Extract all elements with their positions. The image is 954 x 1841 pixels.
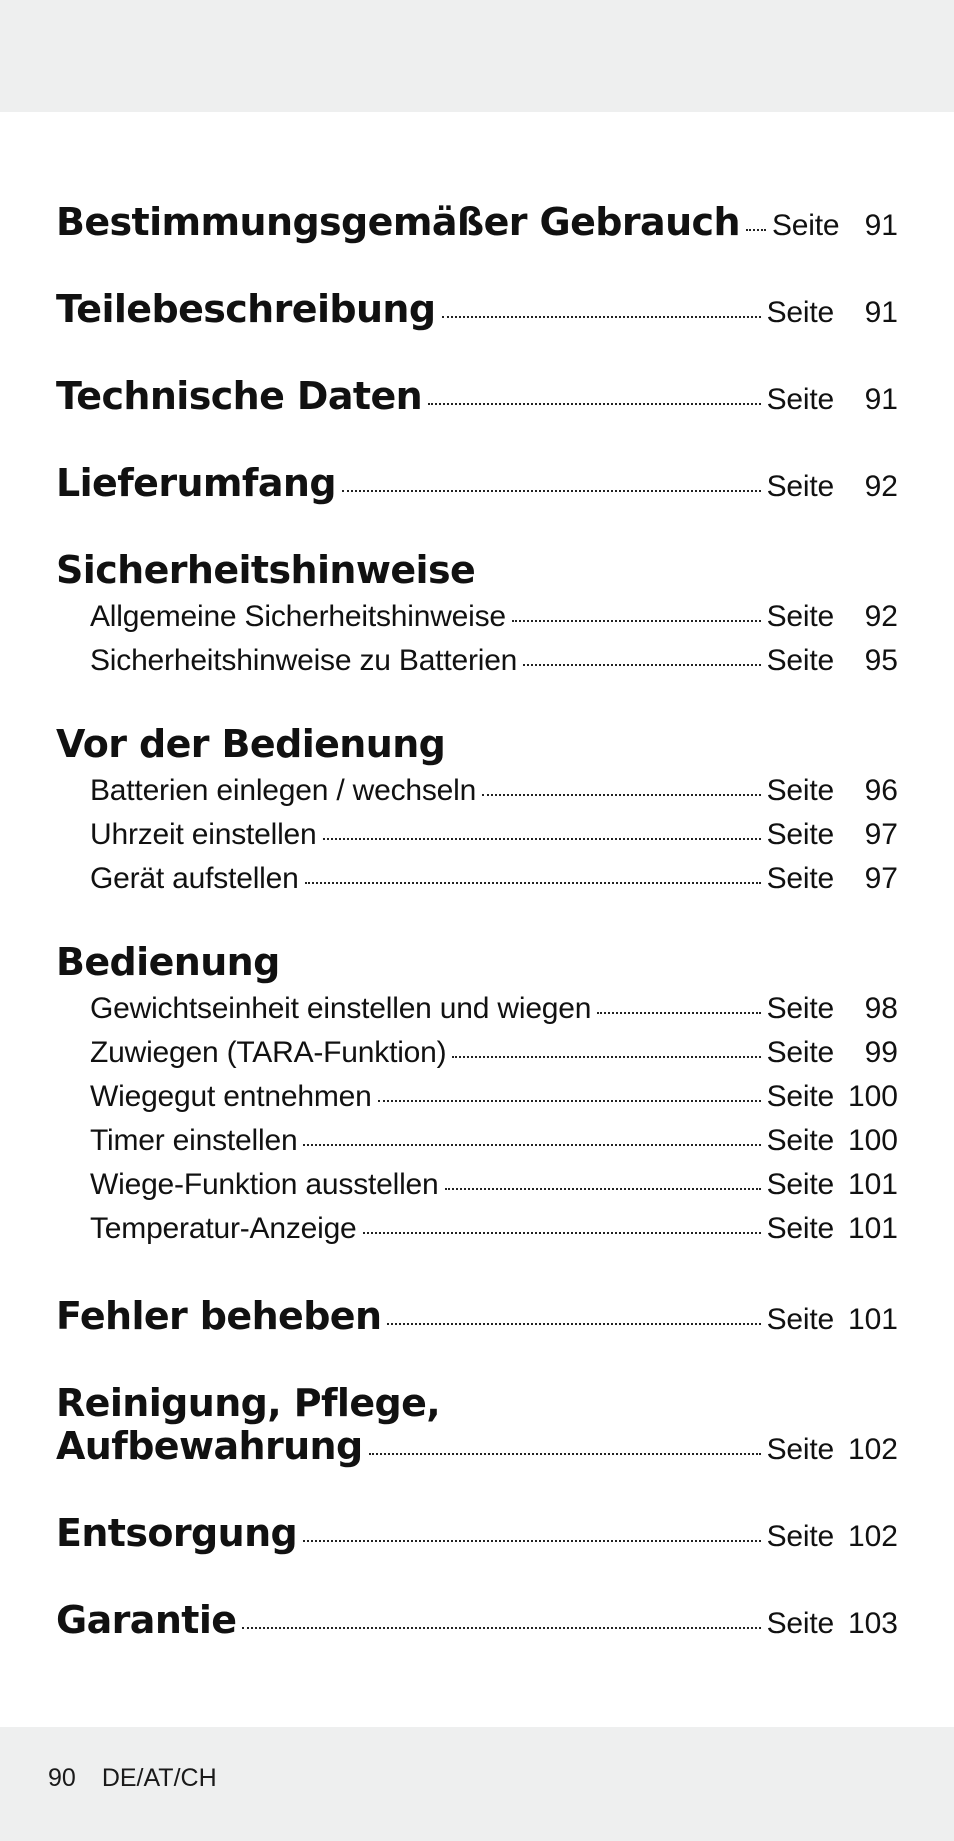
dot-leader bbox=[597, 1012, 760, 1014]
toc-entry-title: Lieferumfang bbox=[56, 461, 336, 505]
toc-entry-title: Batterien einlegen / wechseln bbox=[90, 774, 477, 807]
footer-locale: DE/AT/CH bbox=[101, 1764, 217, 1792]
seite-label: Seite bbox=[766, 644, 834, 677]
seite-label: Seite bbox=[766, 296, 834, 329]
dot-leader bbox=[445, 1188, 761, 1190]
seite-label: Seite bbox=[766, 1124, 834, 1157]
page-number: 100 bbox=[847, 1080, 898, 1113]
dot-leader bbox=[303, 1540, 760, 1542]
dot-leader bbox=[363, 1232, 761, 1234]
page-footer bbox=[48, 1764, 217, 1793]
toc-entry-title: Wiegegut entnehmen bbox=[90, 1080, 372, 1113]
seite-label: Seite bbox=[766, 383, 834, 416]
page-number: 91 bbox=[864, 209, 898, 242]
toc-subentry-allgemeine-sicherheitshinweise[interactable] bbox=[90, 600, 898, 634]
seite-label: Seite bbox=[766, 1607, 834, 1640]
page-number: 103 bbox=[847, 1607, 898, 1640]
seite-label: Seite bbox=[766, 1036, 834, 1069]
page-number: 102 bbox=[847, 1433, 898, 1466]
seite-label: Seite bbox=[766, 774, 834, 807]
toc-entry-bestimmungsgemaesser-gebrauch[interactable] bbox=[56, 200, 898, 244]
toc-subentry-gewichtseinheit[interactable] bbox=[90, 992, 898, 1026]
toc-entry-technische-daten[interactable] bbox=[56, 374, 898, 418]
toc-entry-title: Garantie bbox=[56, 1598, 237, 1642]
page-number: 98 bbox=[864, 992, 898, 1025]
dot-leader bbox=[303, 1144, 760, 1146]
toc-subentry-uhrzeit-einstellen[interactable] bbox=[90, 818, 898, 852]
section-heading-sicherheitshinweise[interactable]: Sicherheitshinweise bbox=[56, 548, 476, 592]
seite-label: Seite bbox=[766, 992, 834, 1025]
section-heading-vor-der-bedienung[interactable]: Vor der Bedienung bbox=[56, 722, 446, 766]
page-number: 97 bbox=[864, 862, 898, 895]
dot-leader bbox=[452, 1056, 760, 1058]
dot-leader bbox=[342, 490, 761, 492]
seite-label: Seite bbox=[771, 209, 840, 242]
toc-entry-title: Timer einstellen bbox=[90, 1124, 298, 1157]
dot-leader bbox=[746, 229, 766, 231]
dot-leader bbox=[428, 403, 761, 405]
page-number: 92 bbox=[864, 470, 898, 503]
dot-leader bbox=[512, 620, 761, 622]
page-number: 100 bbox=[847, 1124, 898, 1157]
toc-entry-title: Bestimmungsgemäßer Gebrauch bbox=[56, 200, 740, 244]
dot-leader bbox=[369, 1453, 761, 1455]
seite-label: Seite bbox=[766, 1080, 834, 1113]
toc-entry-title: Zuwiegen (TARA-Funktion) bbox=[90, 1036, 447, 1069]
page-number: 96 bbox=[864, 774, 898, 807]
toc-subentry-wiegegut-entnehmen[interactable] bbox=[90, 1080, 898, 1114]
toc-subentry-geraet-aufstellen[interactable] bbox=[90, 862, 898, 896]
toc-entry-teilebeschreibung[interactable] bbox=[56, 287, 898, 331]
seite-label: Seite bbox=[766, 470, 834, 503]
seite-label: Seite bbox=[766, 1212, 834, 1245]
toc-entry-lieferumfang[interactable] bbox=[56, 461, 898, 505]
seite-label: Seite bbox=[766, 600, 834, 633]
toc-subentry-temperatur-anzeige[interactable] bbox=[90, 1212, 898, 1246]
page-number: 101 bbox=[847, 1303, 898, 1336]
dot-leader bbox=[482, 794, 760, 796]
toc-subentry-wiege-funktion-ausstellen[interactable] bbox=[90, 1168, 898, 1202]
seite-label: Seite bbox=[766, 862, 834, 895]
toc-entry-entsorgung[interactable] bbox=[56, 1511, 898, 1555]
toc-entry-reinigung-line1[interactable]: Reinigung, Pflege, bbox=[56, 1381, 441, 1425]
page-number: 95 bbox=[864, 644, 898, 677]
toc-entry-title: Temperatur-Anzeige bbox=[90, 1212, 357, 1245]
toc-subentry-timer-einstellen[interactable] bbox=[90, 1124, 898, 1158]
page-number: 92 bbox=[864, 600, 898, 633]
seite-label: Seite bbox=[766, 1520, 834, 1553]
page-number: 101 bbox=[847, 1168, 898, 1201]
toc-entry-title: Sicherheitshinweise zu Batterien bbox=[90, 644, 518, 677]
footer-page-number: 90 bbox=[48, 1764, 76, 1792]
dot-leader bbox=[387, 1323, 760, 1325]
page-number: 102 bbox=[847, 1520, 898, 1553]
dot-leader bbox=[442, 316, 761, 318]
seite-label: Seite bbox=[766, 1168, 834, 1201]
page-number: 99 bbox=[864, 1036, 898, 1069]
toc-entry-title: Gewichtseinheit einstellen und wiegen bbox=[90, 992, 592, 1025]
page-number: 91 bbox=[864, 383, 898, 416]
toc-entry-title: Aufbewahrung bbox=[56, 1424, 363, 1468]
toc-subentry-batterien-einlegen[interactable] bbox=[90, 774, 898, 808]
toc-entry-title: Allgemeine Sicherheitshinweise bbox=[90, 600, 506, 633]
toc-entry-title: Gerät aufstellen bbox=[90, 862, 299, 895]
page-number: 101 bbox=[847, 1212, 898, 1245]
page-number: 97 bbox=[864, 818, 898, 851]
toc-entry-garantie[interactable] bbox=[56, 1598, 898, 1642]
toc-entry-title: Fehler beheben bbox=[56, 1294, 382, 1338]
toc-entry-fehler-beheben[interactable] bbox=[56, 1294, 898, 1338]
toc-entry-reinigung-aufbewahrung[interactable] bbox=[56, 1424, 898, 1468]
toc-entry-title: Entsorgung bbox=[56, 1511, 298, 1555]
page-number: 91 bbox=[864, 296, 898, 329]
dot-leader bbox=[378, 1100, 761, 1102]
seite-label: Seite bbox=[766, 818, 834, 851]
toc-entry-title: Wiege-Funktion ausstellen bbox=[90, 1168, 439, 1201]
dot-leader bbox=[323, 838, 761, 840]
dot-leader bbox=[242, 1627, 760, 1629]
seite-label: Seite bbox=[766, 1433, 834, 1466]
section-heading-bedienung[interactable]: Bedienung bbox=[56, 940, 280, 984]
toc-entry-title: Teilebeschreibung bbox=[56, 287, 436, 331]
dot-leader bbox=[305, 882, 761, 884]
toc-entry-title: Technische Daten bbox=[56, 374, 423, 418]
dot-leader bbox=[523, 664, 760, 666]
seite-label: Seite bbox=[766, 1303, 834, 1336]
toc-subentry-sicherheitshinweise-batterien[interactable] bbox=[90, 644, 898, 678]
toc-subentry-zuwiegen[interactable] bbox=[90, 1036, 898, 1070]
toc-entry-title: Uhrzeit einstellen bbox=[90, 818, 317, 851]
